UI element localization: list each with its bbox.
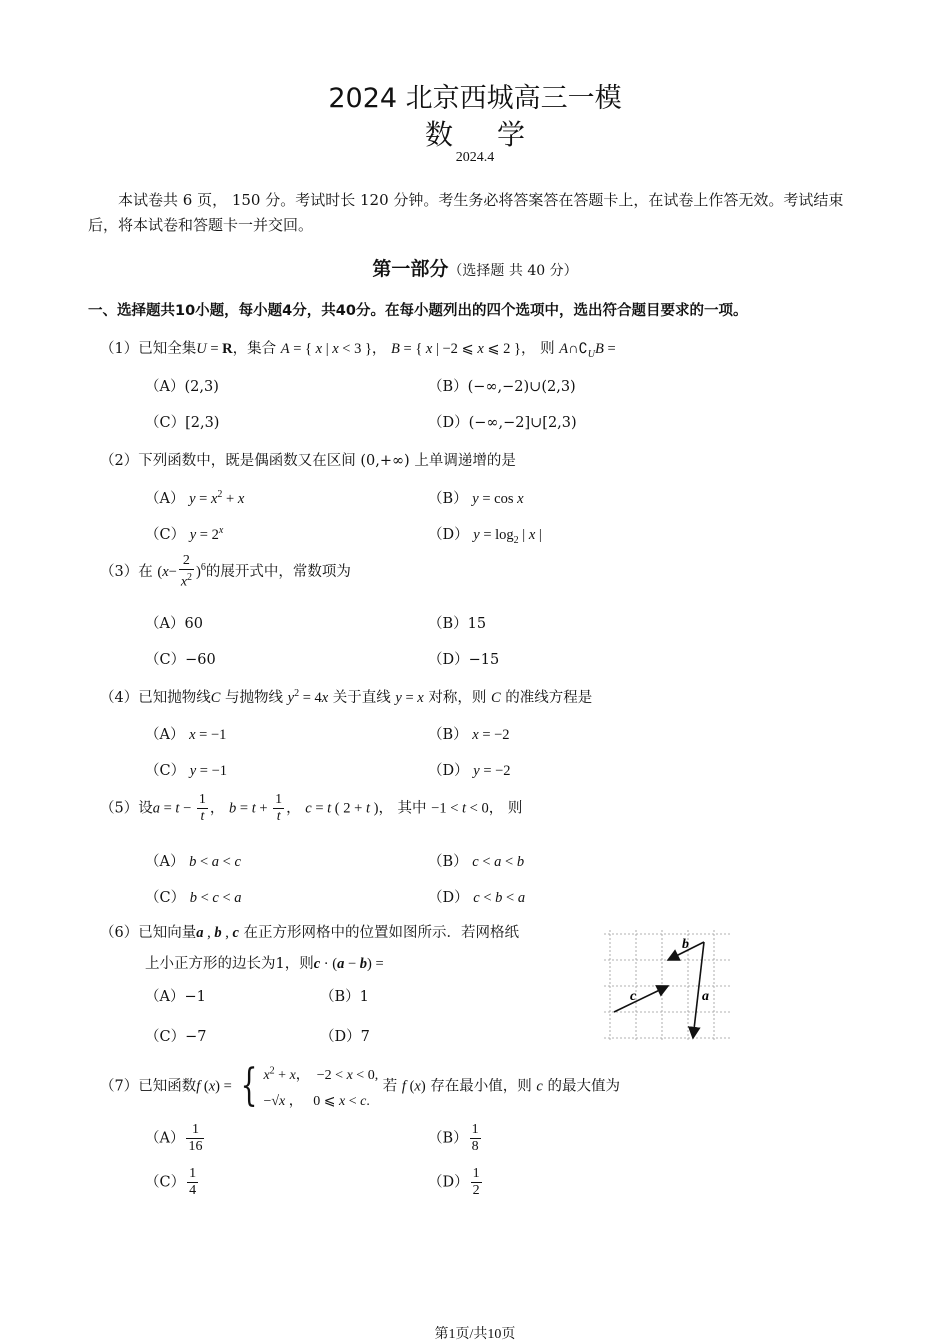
option-3d: （D）−15 xyxy=(428,652,500,668)
option-5c: （C） b < c < a xyxy=(145,890,242,906)
question-4: （4）已知抛物线C 与抛物线 $y^2 = 4x$ 关于直线 y = x 对称，则 C 的准线方程是 xyxy=(100,688,593,706)
option-2a: （A） $y = x^2 + x$ xyxy=(145,489,245,507)
question-1: （1）已知全集U = R，集合 A = { x | x < 3 }， B = { x | −2 ⩽ x ⩽ 2 }， 则 $A\cap∁_UB$ = xyxy=(100,341,616,360)
option-7d: （D） $\frac{1}{2}$ xyxy=(428,1166,480,1198)
option-4b: （B） x = −2 xyxy=(428,727,510,743)
question-number: （5） xyxy=(100,800,139,817)
question-5: （5）设a = t − $\frac{1}{t}$ ， b = t + $\frac{1}{t}$ ， c = t ( 2 + t )， 其中 −1 < t < 0， 则 xyxy=(100,792,523,824)
vector-grid-figure xyxy=(600,928,736,1044)
part-subtitle: （选择题 共 40 分） xyxy=(448,263,578,279)
option-1d: （D）(−∞,−2]∪[2,3) xyxy=(428,415,577,431)
question-number: （1） xyxy=(100,341,139,357)
option-2d: （D） $y = \log_2$ | x | xyxy=(428,527,542,546)
option-4d: （D） y = −2 xyxy=(428,763,511,779)
question-6-line2: 上小正方形的边长为1，则c · (a − b) = xyxy=(145,956,384,972)
option-6d: （D）7 xyxy=(320,1029,370,1045)
option-6b: （B）1 xyxy=(320,989,369,1005)
question-number: （6） xyxy=(100,925,139,941)
question-number: （7） xyxy=(100,1078,139,1095)
question-number: （3） xyxy=(100,563,139,580)
question-stem: 下列函数中，既是偶函数又在区间 (0,+∞) 上单调递增的是 xyxy=(138,453,516,469)
option-3a: （A）60 xyxy=(145,616,203,632)
option-1b: （B）(−∞,−2)∪(2,3) xyxy=(428,379,576,395)
question-2 xyxy=(100,449,516,470)
question-3: （3）在 (x− $\frac{2}{x^2}$ )$^6$的展开式中，常数项为 xyxy=(100,553,351,590)
question-7: （7）已知函数f (x) = { $x^2 + x$， −2 < x < 0, −√x ， 0 ⩽ x < c. 若 f (x) 存在最小值，则 c 的最大值为 xyxy=(100,1060,620,1112)
question-number: （2） xyxy=(100,453,139,469)
option-5d: （D） c < b < a xyxy=(428,890,526,906)
option-7a: （A） $\frac{1}{16}$ xyxy=(145,1122,203,1154)
section-heading: 一、选择题共10小题，每小题4分，共40分。在每小题列出的四个选项中，选出符合题目要求的一项。 xyxy=(88,303,748,319)
question-stem: 已知函数 xyxy=(138,1078,197,1095)
option-7c: （C） $\frac{1}{4}$ xyxy=(145,1166,197,1198)
label-a: a xyxy=(702,989,709,1004)
option-3b: （B）15 xyxy=(428,616,487,632)
vector-c xyxy=(614,986,668,1012)
label-c: c xyxy=(630,989,637,1004)
option-6c: （C）−7 xyxy=(145,1029,207,1045)
label-b: b xyxy=(682,937,689,952)
option-3c: （C）−60 xyxy=(145,652,216,668)
question-stem: 的展开式中，常数项为 xyxy=(205,563,351,580)
question-stem: 已知抛物线 xyxy=(138,690,211,706)
question-stem: 已知全集 xyxy=(138,341,197,357)
option-2c: （C） $y = 2^x$ xyxy=(145,525,224,543)
subject-title: 数学 xyxy=(424,118,569,151)
option-5b: （B） c < a < b xyxy=(428,854,525,870)
option-4c: （C） y = −1 xyxy=(145,763,228,779)
option-5a: （A） b < a < c xyxy=(145,854,241,870)
question-stem: 设 xyxy=(138,800,153,817)
instructions: 本试卷共 6 页， 150 分。考试时长 120 分钟。考生务必将答案答在答题卡上，在试卷上作答无效。考试结束后，将本试卷和答题卡一并交回。 xyxy=(88,191,844,234)
question-stem: 已知向量 xyxy=(138,925,197,941)
option-7b: （B） $\frac{1}{8}$ xyxy=(428,1122,479,1154)
page-footer: 第1页/共10页 xyxy=(434,1327,516,1342)
option-2b: （B） y = cos x xyxy=(428,491,524,507)
part-heading xyxy=(0,254,950,281)
part-title: 第一部分 xyxy=(372,258,449,280)
option-1a: （A）(2,3) xyxy=(145,379,219,395)
option-4a: （A） x = −1 xyxy=(145,727,227,743)
option-6a: （A）−1 xyxy=(145,989,206,1005)
question-6: （6）已知向量a , b , c 在正方形网格中的位置如图所示．若网格纸 xyxy=(100,925,520,941)
question-number: （4） xyxy=(100,690,139,706)
exam-title: 2024 北京西城高三一模 xyxy=(328,83,622,114)
option-1c: （C）[2,3) xyxy=(145,415,220,431)
exam-date: 2024.4 xyxy=(455,150,495,165)
